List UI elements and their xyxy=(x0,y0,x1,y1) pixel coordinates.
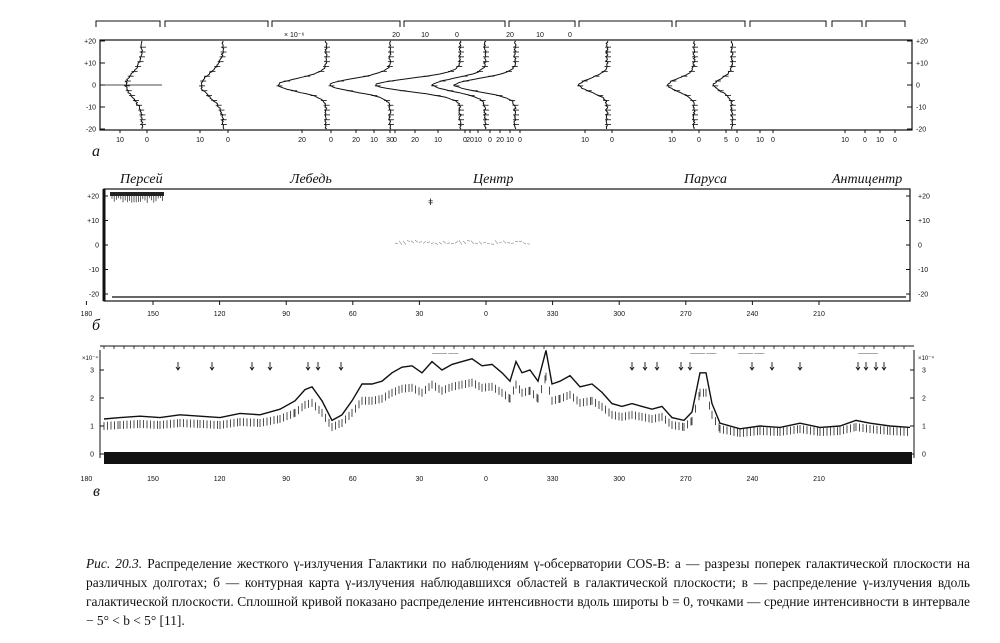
panel-c-arrow xyxy=(630,362,634,370)
panel-a-y-axis-left xyxy=(84,39,105,134)
panel-b-x-tick-label: 0 xyxy=(484,311,488,318)
panel-c-arrow xyxy=(770,362,774,370)
panel-b-faint-contour xyxy=(495,240,498,244)
panel-c-top-annotation-4: ———— xyxy=(858,351,878,357)
panel-b-faint-contour xyxy=(475,243,478,244)
figure-caption-text: Распределение жесткого γ-излучения Галактики по наблюдениям γ-обсерватории COS-B: а — разрезы поперек галактической плоскости на различных долготах; б — контурная карта γ-излучения наблюдавшихся областей в галактической плоскости; в — распределение γ-излучения вдоль галактической плоскости. Сплошной кривой показано распределение интенсивности вдоль широты b = 0, точками — средние интенсивности в интервале − 5° < b < 5° [11]. xyxy=(86,556,970,628)
panel-a-bottom-tick-label: 0 xyxy=(393,137,397,144)
figure-caption xyxy=(86,554,970,630)
panel-c-longitude-axis xyxy=(81,476,825,483)
panel-b-faint-contour xyxy=(527,244,530,245)
panel-b-faint-contour xyxy=(471,241,474,244)
panel-a-bottom-tick-label: 10 xyxy=(506,137,514,144)
panel-a-intensity-ticks xyxy=(116,130,897,144)
panel-a-strip-brackets xyxy=(96,21,905,27)
region-label-perseus: Персей xyxy=(120,172,163,187)
panel-c-y-tick-label: 0 xyxy=(90,451,94,459)
panel-b-x-tick-label: 210 xyxy=(813,311,825,318)
panel-a-profile-curve xyxy=(713,41,733,129)
panel-b-faint-contour xyxy=(447,243,450,244)
panel-a-top-scale-label: 10 xyxy=(421,32,429,39)
panel-a-bottom-tick-label: 10 xyxy=(196,137,204,144)
panel-a-bottom-tick-label: 10 xyxy=(434,137,442,144)
panel-a-y-tick-label: 0 xyxy=(916,82,920,90)
panel-c-arrow xyxy=(210,362,214,370)
panel-b-faint-contour xyxy=(459,240,462,245)
panel-a-y-tick-label: +10 xyxy=(84,60,96,68)
panel-a-top-scale-label: 10 xyxy=(536,32,544,39)
panel-a-profile-curve xyxy=(578,41,608,129)
panel-b-faint-contour xyxy=(479,241,482,244)
panel-b-faint-contour xyxy=(399,241,402,245)
panel-a-bottom-tick-label: 0 xyxy=(893,137,897,144)
panel-c-arrow xyxy=(874,362,878,370)
panel-c-top-annotation-1: ——— —— xyxy=(432,351,459,357)
panel-a-bottom-tick-label: 0 xyxy=(518,137,522,144)
panel-c-arrow xyxy=(856,362,860,370)
panel-b-x-tick-label: 30 xyxy=(415,311,424,318)
panel-a-bottom-tick-label: 0 xyxy=(329,137,333,144)
panel-b-faint-contour xyxy=(439,242,442,244)
panel-a-bottom-tick-label: 0 xyxy=(771,137,775,144)
panel-c-y-axis-right xyxy=(910,368,926,459)
panel-c-x-tick-label: 120 xyxy=(213,476,226,483)
panel-a-bottom-tick-label: 10 xyxy=(581,137,589,144)
panel-c-arrow xyxy=(798,362,802,370)
panel-a-bottom-tick-label: 10 xyxy=(756,137,764,144)
panel-b-faint-contour xyxy=(415,240,418,242)
panel-c-intensity-curve-b0 xyxy=(104,350,910,428)
panel-b-longitude-axis xyxy=(81,301,825,318)
panel-b-faint-contour xyxy=(519,241,522,242)
panel-c-x-tick-label: 300 xyxy=(613,476,626,483)
panel-a-bottom-tick-label: 0 xyxy=(488,137,492,144)
panel-b-y-tick-label: -20 xyxy=(88,291,99,299)
panel-a-bottom-tick-label: 10 xyxy=(116,137,124,144)
panel-a-bottom-tick-label: 20 xyxy=(496,137,504,144)
panel-b-x-tick-label: 180 xyxy=(80,311,93,318)
panel-c-x-tick-label: 150 xyxy=(147,476,159,483)
panel-b-faint-contour xyxy=(523,242,526,244)
panel-c-x-tick-label: 270 xyxy=(679,476,692,483)
panel-b-faint-contour xyxy=(511,243,514,244)
panel-a-y-tick-label: -20 xyxy=(85,126,96,134)
panel-a-bottom-tick-label: 20 xyxy=(466,137,474,144)
panel-b-faint-contour xyxy=(427,242,430,243)
panel-c-y-tick-label: 3 xyxy=(90,367,94,375)
panel-b-frame xyxy=(104,189,910,301)
panel-a-latitude-profiles xyxy=(124,41,736,129)
panel-b-faint-contour xyxy=(503,241,506,244)
panel-a-scale-label: × 10⁻⁶ xyxy=(284,32,305,39)
panel-b-map-stripe-ticks xyxy=(112,196,163,203)
panel-c-mean-intensity-points xyxy=(104,373,908,437)
panel-a-y-axis-right xyxy=(907,39,928,134)
panel-b-y-tick-label: +10 xyxy=(87,218,99,225)
panel-a-profile-curve xyxy=(201,41,224,129)
region-label-anticenter: Антицентр xyxy=(832,172,903,187)
panel-c-x-tick-label: 210 xyxy=(813,476,825,483)
panel-c-letter: в xyxy=(93,483,100,500)
panel-c-top-ticks xyxy=(104,346,904,349)
panel-a-bottom-tick-label: 0 xyxy=(735,137,739,144)
panel-b-x-tick-label: 270 xyxy=(679,311,692,318)
panel-b-faint-contour xyxy=(507,242,510,243)
panel-c-top-annotation-3: ——— —— xyxy=(738,351,765,357)
panel-c-y-tick-label: 1 xyxy=(90,423,94,431)
panel-c-y-tick-label: 2 xyxy=(90,395,94,403)
panel-a-y-tick-label: -10 xyxy=(85,104,96,112)
panel-c-baseline-band xyxy=(104,452,912,464)
panel-c-x-tick-label: 180 xyxy=(80,476,93,483)
panel-b-faint-contour xyxy=(499,242,502,243)
panel-a-bottom-tick-label: 10 xyxy=(668,137,676,144)
panel-a-bottom-tick-label: 30 xyxy=(386,137,394,144)
panel-a-bottom-tick-label: 10 xyxy=(876,137,884,144)
panel-a-profile-curve xyxy=(330,41,391,129)
panel-a-y-tick-label: +20 xyxy=(84,38,96,46)
panel-c-arrow xyxy=(250,362,254,370)
panel-a-strip-bracket xyxy=(750,21,826,27)
panel-c-x-tick-label: 90 xyxy=(282,476,291,483)
panel-b-letter: б xyxy=(92,317,101,334)
panel-c-x-tick-label: 30 xyxy=(415,476,424,483)
panel-a-bottom-tick-label: 10 xyxy=(841,137,849,144)
panel-a-top-scale-label: 20 xyxy=(392,32,400,39)
panel-a-bottom-tick-label: 20 xyxy=(411,137,419,144)
panel-a-top-scale-label: 20 xyxy=(506,32,514,39)
panel-b-faint-contour xyxy=(419,241,422,243)
panel-b-dot-mark: ǂ xyxy=(428,197,434,207)
panel-c-arrow xyxy=(643,362,647,370)
panel-a-bottom-tick-label: 0 xyxy=(145,137,149,144)
panel-a-bottom-tick-label: 0 xyxy=(610,137,614,144)
figure-number: Рис. 20.3. xyxy=(86,556,143,571)
panel-c-x-tick-label: 60 xyxy=(348,476,357,483)
panel-b-faint-contour xyxy=(491,244,494,245)
panel-a-strip-bracket xyxy=(866,21,905,27)
region-label-cygnus: Лебедь xyxy=(290,172,332,187)
panel-a-bottom-tick-label: 0 xyxy=(863,137,867,144)
panel-c-arrow xyxy=(306,362,310,370)
panel-c-arrow xyxy=(316,362,320,370)
panel-a-strip-bracket xyxy=(272,21,400,27)
panel-a-top-scales xyxy=(392,32,572,39)
panel-c-arrow xyxy=(655,362,659,370)
panel-c-y-tick-label: 0 xyxy=(922,451,926,459)
panel-b-x-tick-label: 120 xyxy=(213,311,226,318)
panel-c-arrow xyxy=(339,362,343,370)
panel-c-arrow xyxy=(882,362,886,370)
panel-b-y-tick-label: +20 xyxy=(87,193,99,201)
panel-b-faint-contour xyxy=(431,242,434,243)
panel-c-x-tick-label: 0 xyxy=(484,476,488,483)
panel-b-faint-contour xyxy=(411,241,414,243)
panel-a-profile-curve xyxy=(432,41,486,129)
panel-a-top-scale-label: 0 xyxy=(455,32,459,39)
panel-a-y-tick-label: -20 xyxy=(916,126,927,134)
panel-b-faint-contour xyxy=(487,243,490,244)
panel-b-x-tick-label: 300 xyxy=(613,311,626,318)
panel-b xyxy=(81,172,930,334)
panel-a-strip-bracket xyxy=(832,21,862,27)
panel-a-bottom-tick-label: 10 xyxy=(370,137,378,144)
panel-b-x-tick-label: 240 xyxy=(746,311,759,318)
panel-b-map-stripe xyxy=(110,192,164,196)
panel-a-bottom-tick-label: 0 xyxy=(463,137,467,144)
panel-a-profile-curve xyxy=(278,41,327,129)
panel-a-top-scale-label: 0 xyxy=(568,32,572,39)
panel-b-faint-contour xyxy=(483,242,486,243)
panel-c xyxy=(81,346,935,500)
panel-b-faint-contour xyxy=(403,241,406,245)
panel-a-bottom-tick-label: 20 xyxy=(352,137,360,144)
panel-c-y-axis-left xyxy=(90,368,104,459)
panel-c-y-unit-left: ×10⁻⁴ xyxy=(82,356,98,362)
panel-c-x-tick-label: 330 xyxy=(546,476,559,483)
panel-b-y-tick-label: 0 xyxy=(95,242,99,250)
panel-a-bottom-tick-label: 20 xyxy=(298,137,306,144)
panel-c-x-tick-label: 240 xyxy=(746,476,759,483)
panel-c-y-tick-label: 2 xyxy=(922,395,926,403)
panel-a-y-tick-label: +20 xyxy=(916,38,928,46)
panel-c-y-tick-label: 3 xyxy=(922,367,926,375)
region-label-center: Центр xyxy=(473,172,514,187)
panel-b-faint-contour xyxy=(423,241,426,243)
panel-c-y-tick-label: 1 xyxy=(922,423,926,431)
panel-a-y-tick-label: +10 xyxy=(916,60,928,68)
panel-a xyxy=(84,21,928,160)
panel-c-arrow xyxy=(688,362,692,370)
panel-b-y-tick-label: -10 xyxy=(88,267,99,274)
panel-b-x-tick-label: 150 xyxy=(147,311,159,318)
panel-b-x-tick-label: 60 xyxy=(348,311,357,318)
panel-c-arrow xyxy=(864,362,868,370)
panel-a-y-tick-label: 0 xyxy=(92,82,96,90)
panel-a-strip-bracket xyxy=(676,21,745,27)
panel-b-faint-contour xyxy=(407,240,410,242)
panel-b-faint-contour xyxy=(467,240,470,241)
panel-c-y-unit-right: ×10⁻⁴ xyxy=(918,356,934,362)
panel-c-arrow xyxy=(176,362,180,370)
panel-a-profile-curve xyxy=(668,41,695,129)
panel-a-strip-bracket xyxy=(165,21,268,27)
panel-a-strip-bracket xyxy=(404,21,505,27)
panel-b-faint-contour xyxy=(443,241,446,243)
panel-a-bottom-tick-label: 10 xyxy=(474,137,482,144)
panel-a-strip-bracket xyxy=(509,21,575,27)
panel-b-faint-contour xyxy=(435,243,438,245)
panel-c-arrow xyxy=(679,362,683,370)
panel-a-strip-bracket xyxy=(579,21,672,27)
panel-a-y-tick-label: -10 xyxy=(916,104,927,112)
panel-b-y-tick-label: -10 xyxy=(918,267,929,274)
panel-c-arrow xyxy=(750,362,754,370)
panel-b-faint-contours xyxy=(395,240,530,245)
panel-a-letter: а xyxy=(92,143,100,160)
panel-b-faint-contour xyxy=(455,241,458,243)
panel-b-x-tick-label: 330 xyxy=(546,311,559,318)
panel-a-bottom-tick-label: 0 xyxy=(226,137,230,144)
panel-c-top-annotation-2: ——— —— xyxy=(690,351,717,357)
region-label-vela: Паруса xyxy=(684,172,727,187)
panel-b-y-tick-label: -20 xyxy=(918,291,929,299)
panel-a-strip-bracket xyxy=(96,21,160,27)
panel-c-source-arrows xyxy=(176,362,886,370)
panel-b-x-tick-label: 90 xyxy=(282,311,291,318)
panel-a-bottom-tick-label: 0 xyxy=(697,137,701,144)
panel-a-bottom-tick-label: 5 xyxy=(724,137,728,144)
panel-b-y-tick-label: 0 xyxy=(918,242,922,250)
panel-b-y-tick-label: +20 xyxy=(918,193,930,201)
panel-b-y-tick-label: +10 xyxy=(918,218,930,225)
panel-b-faint-contour xyxy=(463,241,466,244)
panel-c-arrow xyxy=(268,362,272,370)
